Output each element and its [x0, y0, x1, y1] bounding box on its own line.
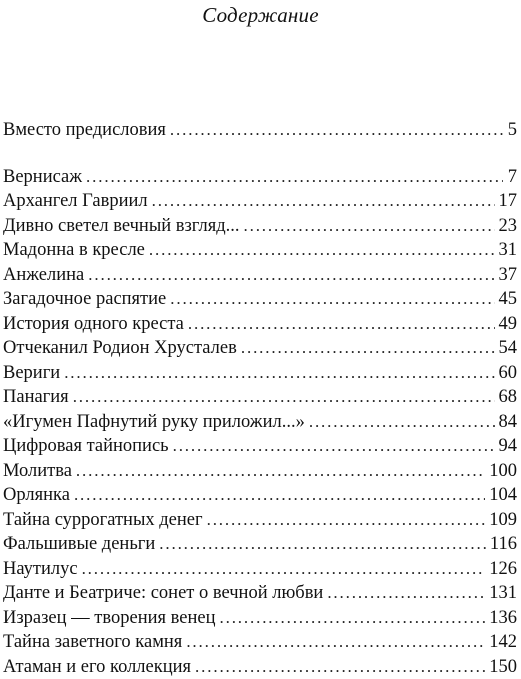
toc-entry-title: Атаман и его коллекция — [3, 655, 191, 679]
dot-leader — [159, 532, 486, 557]
toc-entry-page-number: 131 — [489, 581, 517, 606]
toc-entry-title: Панагия — [3, 385, 69, 410]
toc-entry-page-number: 23 — [499, 214, 518, 239]
toc-entry-title: Отчеканил Родион Хрусталев — [3, 336, 237, 361]
toc-entry — [3, 410, 517, 435]
dot-leader — [173, 434, 495, 459]
toc-entry — [3, 238, 517, 263]
toc-entry-page-number: 49 — [499, 312, 518, 337]
toc-entry-page-number: 60 — [499, 361, 518, 386]
dot-leader — [152, 189, 495, 214]
toc-entry-page-number: 126 — [489, 557, 517, 582]
dot-leader — [309, 410, 495, 435]
toc-entry — [3, 557, 517, 582]
dot-leader — [220, 606, 486, 631]
toc-entry-page-number: 54 — [499, 336, 518, 361]
toc-entry-page-number: 109 — [489, 508, 517, 533]
toc-entry-page-number: 37 — [499, 263, 518, 288]
toc-entry-page-number: 94 — [499, 434, 518, 459]
toc-entry-page-number: 5 — [507, 118, 517, 143]
toc-entry-page-number: 150 — [489, 655, 517, 679]
toc-entry — [3, 434, 517, 459]
dot-leader — [88, 263, 494, 288]
toc-entry-title: Мадонна в кресле — [3, 238, 145, 263]
toc-entry-page-number: 136 — [489, 606, 517, 631]
toc-entry-title: Дивно светел вечный взгляд... — [3, 214, 240, 239]
toc-entry — [3, 263, 517, 288]
dot-leader — [188, 312, 495, 337]
toc-entry-page-number: 116 — [490, 532, 517, 557]
dot-leader — [186, 630, 485, 655]
toc-entry-page-number: 104 — [489, 483, 517, 508]
toc-entry-title: Орлянка — [3, 483, 70, 508]
toc-entry — [3, 361, 517, 386]
dot-leader — [327, 581, 485, 606]
dot-leader — [149, 238, 495, 263]
toc-entry — [3, 189, 517, 214]
dot-leader — [170, 118, 503, 143]
toc-entry — [3, 459, 517, 484]
dot-leader — [170, 287, 494, 312]
table-of-contents — [3, 118, 517, 679]
dot-leader — [64, 361, 494, 386]
dot-leader — [76, 459, 485, 484]
dot-leader — [241, 336, 495, 361]
toc-entry — [3, 581, 517, 606]
toc-entry — [3, 214, 517, 239]
toc-entry-page-number: 84 — [499, 410, 518, 435]
toc-entry-title: История одного креста — [3, 312, 184, 337]
toc-entry — [3, 118, 517, 143]
dot-leader — [82, 557, 486, 582]
dot-leader — [86, 165, 503, 190]
toc-entry — [3, 532, 517, 557]
toc-entry — [3, 385, 517, 410]
toc-entry-page-number: 45 — [499, 287, 518, 312]
toc-entry-title: Молитва — [3, 459, 72, 484]
dot-leader — [195, 655, 485, 679]
toc-entry-title: Вериги — [3, 361, 60, 386]
toc-entry — [3, 508, 517, 533]
toc-entry-title: Цифровая тайнопись — [3, 434, 169, 459]
toc-entry-page-number: 7 — [507, 165, 517, 190]
dot-leader — [73, 385, 495, 410]
page-title: Содержание — [0, 3, 521, 28]
toc-entry-title: Тайна суррогатных денег — [3, 508, 203, 533]
toc-entry-title: Загадочное распятие — [3, 287, 166, 312]
toc-entry-title: Тайна заветного камня — [3, 630, 182, 655]
toc-entry — [3, 165, 517, 190]
toc-entry-title: Фальшивые деньги — [3, 532, 155, 557]
toc-entry — [3, 606, 517, 631]
toc-entry — [3, 483, 517, 508]
toc-entry-page-number: 142 — [489, 630, 517, 655]
toc-entry — [3, 312, 517, 337]
toc-entry — [3, 287, 517, 312]
toc-entry-title: Изразец — творения венец — [3, 606, 216, 631]
toc-entry-page-number: 17 — [499, 189, 518, 214]
toc-entry-title: Вернисаж — [3, 165, 82, 190]
toc-entry-title: Вместо предисловия — [3, 118, 166, 143]
toc-entry-page-number: 100 — [489, 459, 517, 484]
toc-entry — [3, 336, 517, 361]
toc-entry-page-number: 31 — [499, 238, 518, 263]
dot-leader — [207, 508, 486, 533]
toc-entry — [3, 655, 517, 679]
toc-entry-title: Архангел Гавриил — [3, 189, 148, 214]
toc-entry-title: «Игумен Пафнутий руку приложил...» — [3, 410, 305, 435]
toc-entry-page-number: 68 — [499, 385, 518, 410]
dot-leader — [244, 214, 495, 239]
toc-entry-title: Наутилус — [3, 557, 78, 582]
toc-entry — [3, 630, 517, 655]
toc-entry-title: Данте и Беатриче: сонет о вечной любви — [3, 581, 323, 606]
dot-leader — [74, 483, 485, 508]
toc-entry-title: Анжелина — [3, 263, 84, 288]
